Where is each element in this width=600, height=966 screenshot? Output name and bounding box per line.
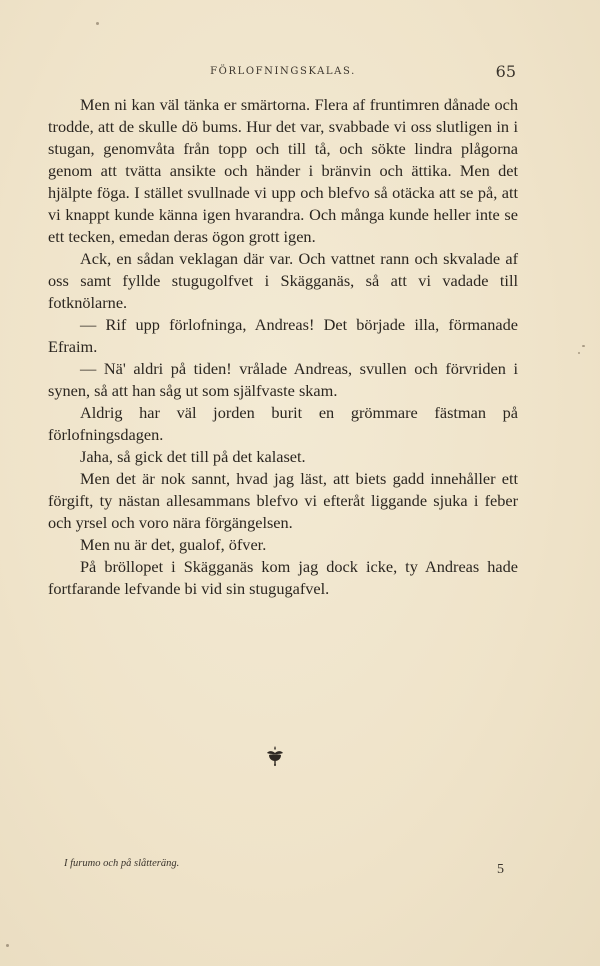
paper-speck [582, 345, 585, 347]
page-footer [64, 858, 504, 882]
running-head [48, 62, 518, 82]
paragraph: Aldrig har väl jorden burit en grömmare fästman på förlofningsdagen. [48, 403, 518, 444]
body-text [48, 94, 518, 600]
paragraph: — Rif upp förlofninga, Andreas! Det började illa, förmanade Efraim. [48, 315, 518, 356]
paper-speck [6, 944, 9, 947]
page-number: 65 [495, 62, 516, 81]
paragraph: Men det är nok sannt, hvad jag läst, att biets gadd innehåller ett förgift, ty nästan allesammans blefvo vi efteråt liggande sjuka i feber och yrsel och voro nära förgängelsen. [48, 469, 518, 532]
paragraph: Men nu är det, gualof, öfver. [80, 535, 267, 554]
paper-speck [96, 22, 99, 25]
paragraph: På bröllopet i Skägganäs kom jag dock icke, ty Andreas hade fortfarande lefvande bi vid sin stugugafvel. [48, 557, 518, 598]
paragraph: Ack, en sådan veklagan där var. Och vattnet rann och skvalade af oss samt fyllde stugugolfvet i Skägganäs, så att vi vadade till fotknölarne. [48, 249, 518, 312]
footer-signature: I furumo och på slåtteräng. [64, 858, 180, 869]
paragraph: Men ni kan väl tänka er smärtorna. Flera af fruntimren dånade och trodde, att de skulle dö bums. Hur det var, svabbade vi oss slutligen in i stugan, genomvåta från topp och till tå, och sökte lindra plågorna genom att tvätta ansikte och händer i bränvin och ättika. Men det hjälpte föga. I stället svullnade vi upp och blefvo så otäcka att se på, att vi knappt kunde känna igen hvarandra. Och många kunde heller inte se ett tecken, emedan deras ögon grott igen. [48, 95, 518, 246]
paragraph: Jaha, så gick det till på det kalaset. [80, 447, 306, 466]
sheet-number: 5 [497, 862, 504, 877]
paper-speck [578, 352, 580, 354]
fleuron-icon [265, 744, 285, 766]
paragraph: — Nä' aldri på tiden! vrålade Andreas, svullen och förvriden i synen, så att han såg ut som själfvaste skam. [48, 359, 518, 400]
running-title: FÖRLOFNINGSKALAS. [210, 66, 356, 77]
